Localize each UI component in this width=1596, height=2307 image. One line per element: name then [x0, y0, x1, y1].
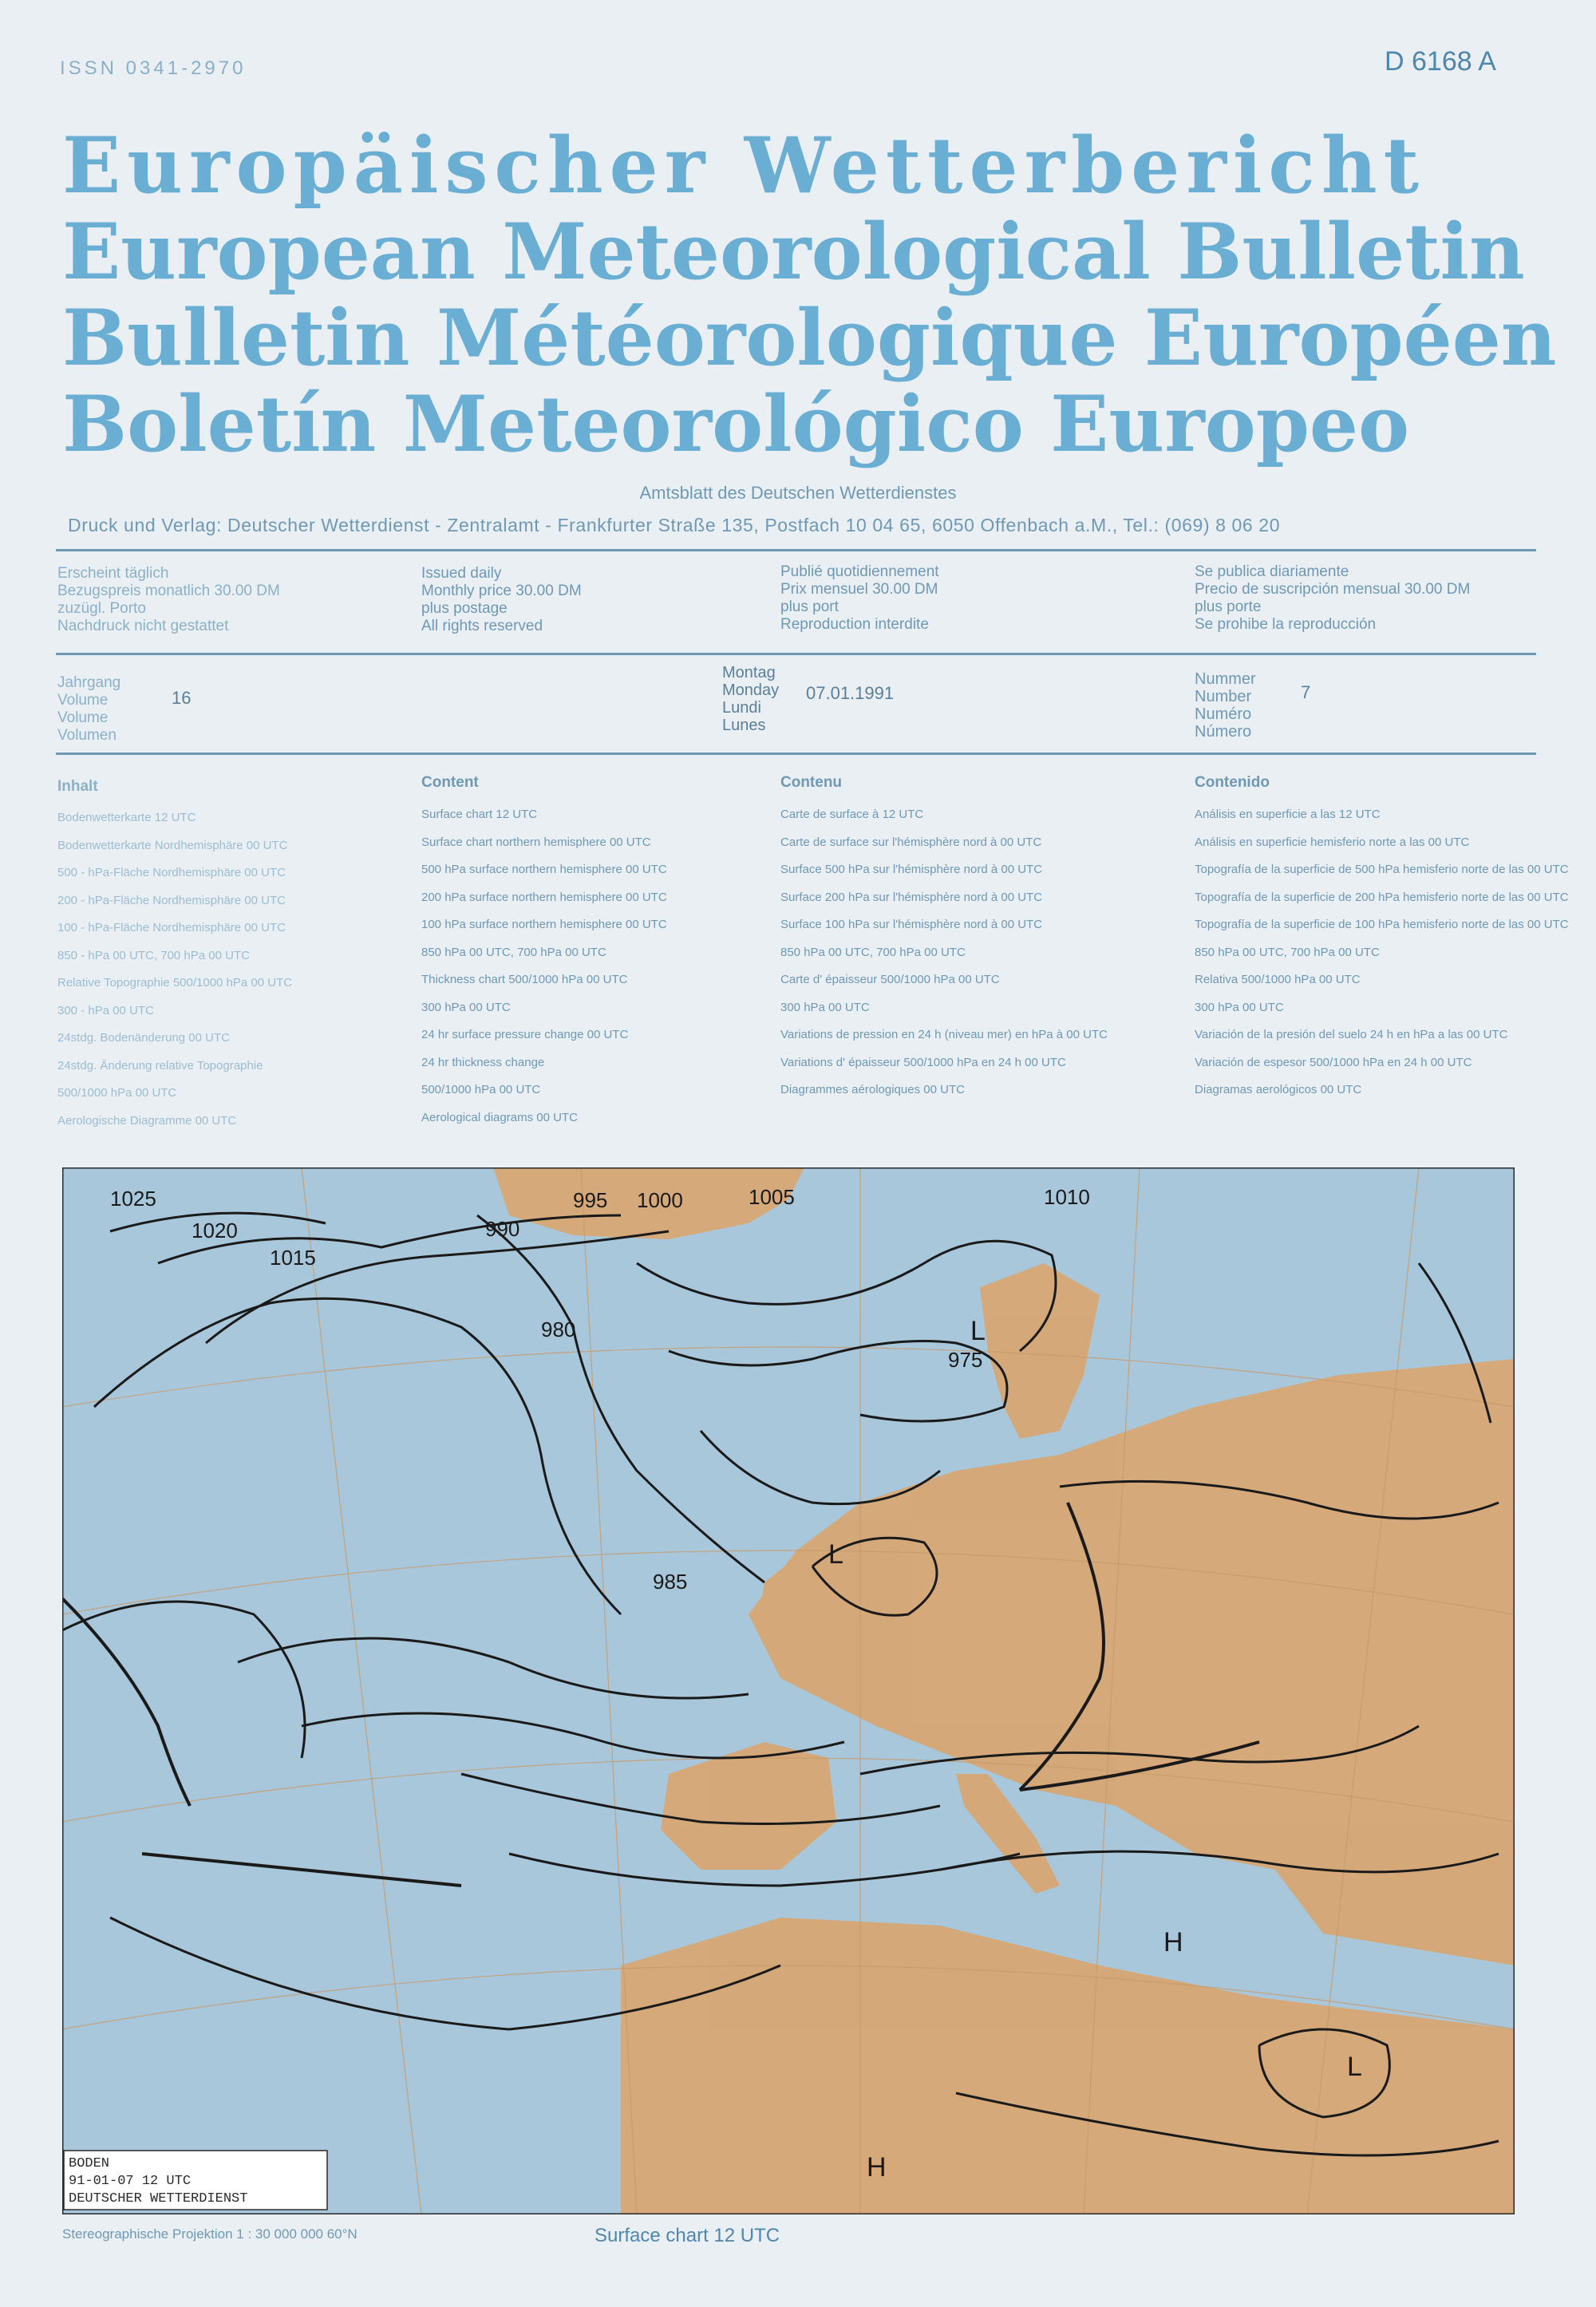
- divider: [56, 549, 1536, 551]
- info-line: zuzügl. Porto: [57, 600, 146, 617]
- contents-item: 24 hr thickness change: [421, 1055, 545, 1069]
- title-french: Bulletin Météorologique Européen: [62, 293, 1557, 383]
- volume-labels: [57, 674, 120, 745]
- contents-item: Bodenwetterkarte Nordhemisphäre 00 UTC: [57, 838, 288, 852]
- info-line: plus postage: [421, 600, 508, 617]
- label: Lundi: [722, 699, 761, 717]
- contents-item: 100 hPa surface northern hemisphere 00 UTC: [421, 918, 667, 931]
- stamp-line: BODEN: [69, 2156, 110, 2171]
- contents-header-de: Inhalt: [57, 778, 98, 795]
- label: Volume: [57, 692, 109, 709]
- info-line: Reproduction interdite: [780, 616, 929, 633]
- isobar-label: 985: [653, 1570, 688, 1594]
- info-line: Nachdruck nicht gestattet: [57, 618, 229, 634]
- contents-item: Surface 200 hPa sur l'hémisphère nord à 00 UTC: [780, 890, 1043, 904]
- contents-item: 200 hPa surface northern hemisphere 00 UTC: [421, 890, 667, 904]
- contents-list-de: [57, 804, 292, 1135]
- contents-item: Aerologische Diagramme 00 UTC: [57, 1113, 237, 1128]
- contents-item: Relativa 500/1000 hPa 00 UTC: [1195, 973, 1361, 986]
- contents-item: Topografía de la superficie de 100 hPa hemisferio norte de las 00 UTC: [1195, 918, 1569, 931]
- info-line: Publié quotidiennement: [780, 563, 939, 580]
- contents-item: Aerological diagrams 00 UTC: [421, 1110, 578, 1124]
- issue-number: 7: [1301, 682, 1311, 702]
- isobar-label: 975: [948, 1348, 983, 1372]
- label: Number: [1195, 688, 1252, 705]
- info-line: Monthly price 30.00 DM: [421, 583, 582, 599]
- issue-date: 07.01.1991: [806, 683, 895, 703]
- contents-item: 850 hPa 00 UTC, 700 hPa 00 UTC: [780, 945, 966, 959]
- title-spanish: Boletín Meteorológico Europeo: [62, 379, 1409, 469]
- label: Jahrgang: [57, 674, 121, 691]
- contents-item: 300 hPa 00 UTC: [780, 1000, 870, 1014]
- label: Volume: [57, 709, 109, 726]
- isobar-label: 1025: [110, 1187, 156, 1211]
- contents-item: 500/1000 hPa 00 UTC: [421, 1083, 541, 1096]
- contents-item: 850 hPa 00 UTC, 700 hPa 00 UTC: [1195, 945, 1380, 959]
- contents-item: Variations de pression en 24 h (niveau mer) en hPa à 00 UTC: [780, 1028, 1108, 1041]
- contents-item: 200 - hPa-Fläche Nordhemisphäre 00 UTC: [57, 893, 286, 907]
- info-line: Issued daily: [421, 565, 502, 582]
- label: Numéro: [1195, 705, 1252, 723]
- isobar-label: 1005: [749, 1185, 795, 1209]
- contents-item: Análisis en superficie a las 12 UTC: [1195, 808, 1381, 821]
- isobar-label: 1000: [637, 1188, 683, 1212]
- contents-item: Variación de espesor 500/1000 hPa en 24 h 00 UTC: [1195, 1055, 1472, 1069]
- label: Número: [1195, 723, 1252, 741]
- contents-header-en: Content: [421, 774, 479, 791]
- label: Monday: [722, 681, 780, 699]
- contents-item: 500 hPa surface northern hemisphere 00 UTC: [421, 863, 667, 876]
- contents-header-fr: Contenu: [780, 774, 843, 791]
- high-center: H: [1163, 1927, 1183, 1957]
- contents-item: 300 hPa 00 UTC: [421, 1000, 511, 1014]
- contents-item: Diagramas aerológicos 00 UTC: [1195, 1083, 1362, 1096]
- contents-item: Topografía de la superficie de 200 hPa hemisferio norte de las 00 UTC: [1195, 890, 1569, 904]
- publication-info-de: [57, 565, 280, 635]
- title-german: Europäischer Wetterbericht: [62, 120, 1425, 211]
- contents-item: Relative Topographie 500/1000 hPa 00 UTC: [57, 976, 293, 990]
- contents-item: Thickness chart 500/1000 hPa 00 UTC: [421, 973, 628, 986]
- contents-item: Variations d' épaisseur 500/1000 hPa en 24 h 00 UTC: [780, 1055, 1066, 1069]
- contents-item: 300 hPa 00 UTC: [1195, 1000, 1284, 1014]
- label: Lunes: [722, 717, 766, 734]
- contents-item: 500 - hPa-Fläche Nordhemisphäre 00 UTC: [57, 866, 286, 879]
- contents-item: 24 hr surface pressure change 00 UTC: [421, 1028, 629, 1041]
- publication-info-fr: [780, 563, 939, 634]
- contents-header-es: Contenido: [1195, 774, 1270, 791]
- contents-item: Surface 500 hPa sur l'hémisphère nord à 00 UTC: [780, 863, 1043, 876]
- high-center: H: [867, 2152, 887, 2183]
- number-labels: [1195, 670, 1256, 741]
- divider: [56, 753, 1536, 755]
- contents-item: Surface 100 hPa sur l'hémisphère nord à 00 UTC: [780, 918, 1043, 931]
- info-line: Se prohibe la reproducción: [1195, 616, 1377, 633]
- publication-info-en: [421, 565, 582, 635]
- weekday-labels: [722, 664, 779, 734]
- publication-info-es: [1195, 563, 1470, 634]
- info-line: Se publica diariamente: [1195, 563, 1349, 580]
- isobar-label: 1020: [192, 1219, 238, 1242]
- contents-item: Diagrammes aérologiques 00 UTC: [780, 1083, 965, 1096]
- info-line: Precio de suscripción mensual 30.00 DM: [1195, 581, 1471, 598]
- isobar-label: 1010: [1044, 1185, 1090, 1209]
- contents-item: Carte de surface sur l'hémisphère nord à 00 UTC: [780, 835, 1042, 849]
- contents-item: Carte d' épaisseur 500/1000 hPa 00 UTC: [780, 973, 1000, 986]
- contents-item: Topografía de la superficie de 500 hPa hemisferio norte de las 00 UTC: [1195, 863, 1569, 876]
- info-line: Bezugspreis monatlich 30.00 DM: [57, 583, 280, 599]
- document-number: D 6168 A: [1385, 46, 1496, 77]
- low-center: L: [970, 1316, 986, 1346]
- contents-list-fr: [780, 801, 1108, 1104]
- map-caption: Surface chart 12 UTC: [595, 2225, 780, 2246]
- volume-value: 16: [172, 688, 192, 708]
- low-center: L: [1347, 2052, 1362, 2082]
- contents-item: 500/1000 hPa 00 UTC: [57, 1086, 177, 1100]
- map-projection-note: Stereographische Projektion 1 : 30 000 000 60°N: [62, 2226, 358, 2242]
- stamp-line: DEUTSCHER WETTERDIENST: [69, 2191, 248, 2206]
- contents-list-es: [1195, 801, 1569, 1104]
- label: Nummer: [1195, 670, 1256, 688]
- contents-item: 24stdg. Bodenänderung 00 UTC: [57, 1031, 230, 1045]
- contents-item: 300 - hPa 00 UTC: [57, 1003, 154, 1017]
- contents-list-en: [421, 801, 667, 1132]
- contents-item: 850 hPa 00 UTC, 700 hPa 00 UTC: [421, 945, 606, 959]
- contents-item: Análisis en superficie hemisferio norte a las 00 UTC: [1195, 835, 1470, 849]
- info-line: plus port: [780, 598, 839, 615]
- contents-item: Surface chart northern hemisphere 00 UTC: [421, 835, 651, 849]
- title-english: European Meteorological Bulletin: [62, 207, 1525, 297]
- isobar-label: 980: [541, 1317, 576, 1341]
- info-line: plus porte: [1195, 598, 1262, 615]
- low-center: L: [828, 1539, 843, 1570]
- contents-item: Variación de la presión del suelo 24 h en hPa a las 00 UTC: [1195, 1028, 1508, 1041]
- isobar-label: 1015: [270, 1246, 316, 1270]
- contents-item: Bodenwetterkarte 12 UTC: [57, 811, 196, 824]
- info-line: All rights reserved: [421, 618, 543, 634]
- publisher-line: Druck und Verlag: Deutscher Wetterdienst - Zentralamt - Frankfurter Straße 135, Postfach 10 04 65, 6050 Offenbach a.M., Tel.: (069) 8 06 20: [68, 515, 1281, 535]
- stamp-line: 91-01-07 12 UTC: [69, 2174, 192, 2189]
- contents-item: 24stdg. Änderung relative Topographie: [57, 1058, 263, 1073]
- info-line: Prix mensuel 30.00 DM: [780, 581, 938, 598]
- contents-item: Carte de surface à 12 UTC: [780, 808, 924, 821]
- divider: [56, 653, 1536, 655]
- isobar-label: 995: [573, 1188, 608, 1212]
- amtsblatt-line: Amtsblatt des Deutschen Wetterdienstes: [639, 483, 957, 503]
- info-line: Erscheint täglich: [57, 565, 169, 582]
- label: Volumen: [57, 727, 117, 744]
- label: Montag: [722, 664, 776, 681]
- contents-item: Surface chart 12 UTC: [421, 808, 538, 821]
- contents-item: 850 - hPa 00 UTC, 700 hPa 00 UTC: [57, 948, 250, 962]
- issn: ISSN 0341-2970: [60, 57, 247, 79]
- surface-weather-map: [62, 1167, 1515, 2214]
- isobar-label: 990: [485, 1217, 520, 1241]
- contents-item: 100 - hPa-Fläche Nordhemisphäre 00 UTC: [57, 921, 286, 934]
